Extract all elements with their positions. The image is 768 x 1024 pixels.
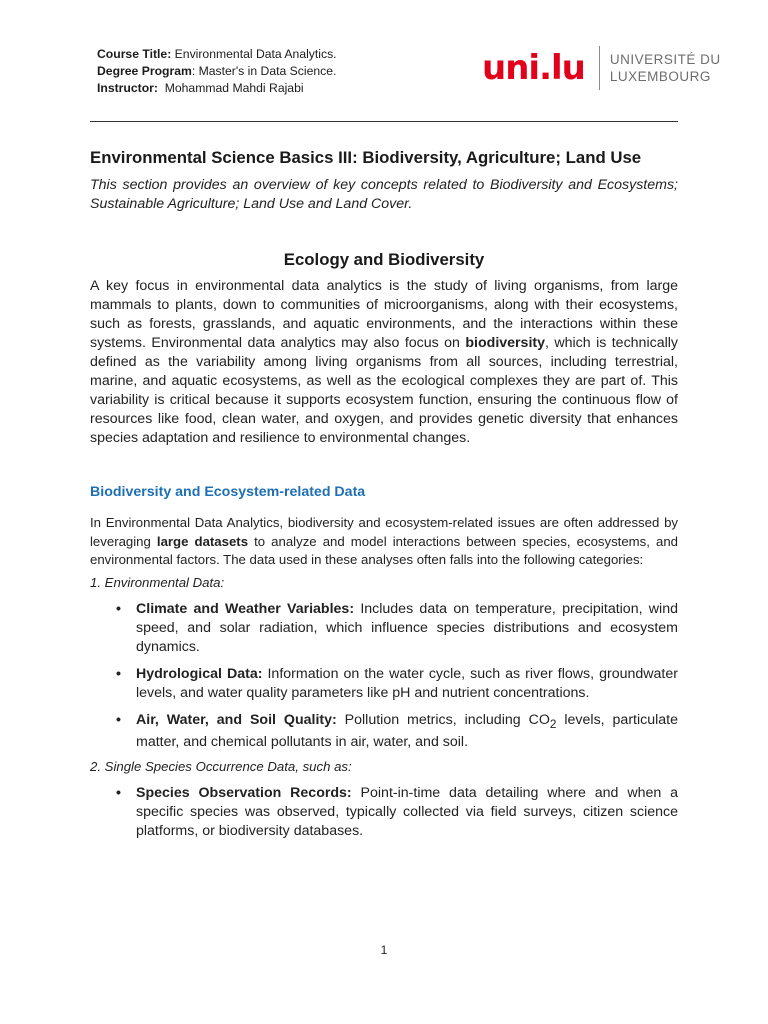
degree-program-label: Degree Program [97,64,192,78]
unilu-logo-mark: uni.lu [482,48,585,88]
data-text-a: In Environmental Data Analytics, biodiversity and ecosystem-related issues are often addressed by leveraging [90,515,678,549]
ecology-text-b: , which is technically defined as the variability among living organisms from all sources, including terrestrial, marine, and aquatic ecosystems, as well as the ecological complexes they are part of. This variability is critical because it supports ecosystem function, ensuring the continuous flow of resources like food, clean water, and oxygen, and provides genetic diversity that enhances species adaptation and resilience to environmental changes. [90,335,678,446]
course-title-value: Environmental Data Analytics. [171,47,337,61]
data-paragraph [90,514,678,570]
bullet-icon: • [116,600,121,617]
item-term: Hydrological Data: [136,665,263,682]
category-species-occurrence: 2. Single Species Occurrence Data, such as: [90,759,352,775]
item-term: Air, Water, and Soil Quality: [136,711,337,728]
university-name-line2: LUXEMBOURG [609,69,711,84]
degree-program-line [97,63,337,80]
page-number: 1 [380,943,388,957]
university-name [610,51,721,85]
header-divider [90,121,678,122]
list-item [90,665,678,703]
subsection-heading-data: Biodiversity and Ecosystem-related Data [90,484,366,500]
intro-paragraph: This section provides an overview of key concepts related to Biodiversity and Ecosystems; Sustainable Agriculture; Land Use and Land Cover. [90,177,678,212]
item-text: Information on the water cycle, such as river flows, groundwater levels, and water quality parameters like pH and nutrient concentrations. [136,665,678,701]
document-title: Environmental Science Basics III: Biodiversity, Agriculture; Land Use [90,148,642,167]
section-heading-ecology: Ecology and Biodiversity [283,250,485,269]
instructor-line [97,80,337,97]
large-datasets-term: large datasets [156,533,249,549]
instructor-value: Mohammad Mahdi Rajabi [157,81,304,95]
item-term: Species Observation Records: [136,785,352,802]
co2-subscript: 2 [549,716,557,731]
item-text: Includes data on temperature, precipitation, wind speed, and solar radiation, which influence species distributions and ecosystem dynamics. [136,600,678,655]
instructor-label: Instructor: [97,81,158,95]
item-text-b: levels, particulate matter, and chemical pollutants in air, water, and soil. [136,711,679,751]
item-text: Point-in-time data detailing where and when a specific species was observed, typically collected via field surveys, citizen science platforms, or biodiversity databases. [136,785,679,840]
course-title-label: Course Title: [97,47,172,61]
bullet-icon: • [116,785,121,802]
bullet-icon: • [116,711,121,728]
document-body [90,146,678,849]
degree-program-value: : Master's in Data Science. [191,64,337,78]
logo-divider [599,46,600,90]
data-text-b: to analyze and model interactions between species, ecosystems, and environmental factors. The data used in these analyses often falls into the following categories: [90,533,678,567]
university-logo [482,44,721,92]
environmental-data-list [90,600,678,753]
ecology-text-a: A key focus in environmental data analytics is the study of living organisms, from large mammals to plants, down to communities of microorganisms, along with their ecosystems, such as forests, grasslands, and aquatic environments, and the interactions within these systems. Environmental data analytics may also focus on [90,278,678,351]
list-item [90,784,678,841]
category-environmental-data: 1. Environmental Data: [90,574,225,590]
species-data-list [90,784,678,841]
list-item [90,711,678,753]
biodiversity-term: biodiversity [465,335,546,351]
course-title-line [97,46,337,63]
item-term: Climate and Weather Variables: [136,600,355,617]
list-item [90,600,678,657]
bullet-icon: • [116,665,121,682]
ecology-paragraph [90,277,678,448]
university-name-line1: UNIVERSITÉ DU [609,52,721,67]
course-header [97,46,337,97]
item-text-a: Pollution metrics, including CO [336,711,550,728]
